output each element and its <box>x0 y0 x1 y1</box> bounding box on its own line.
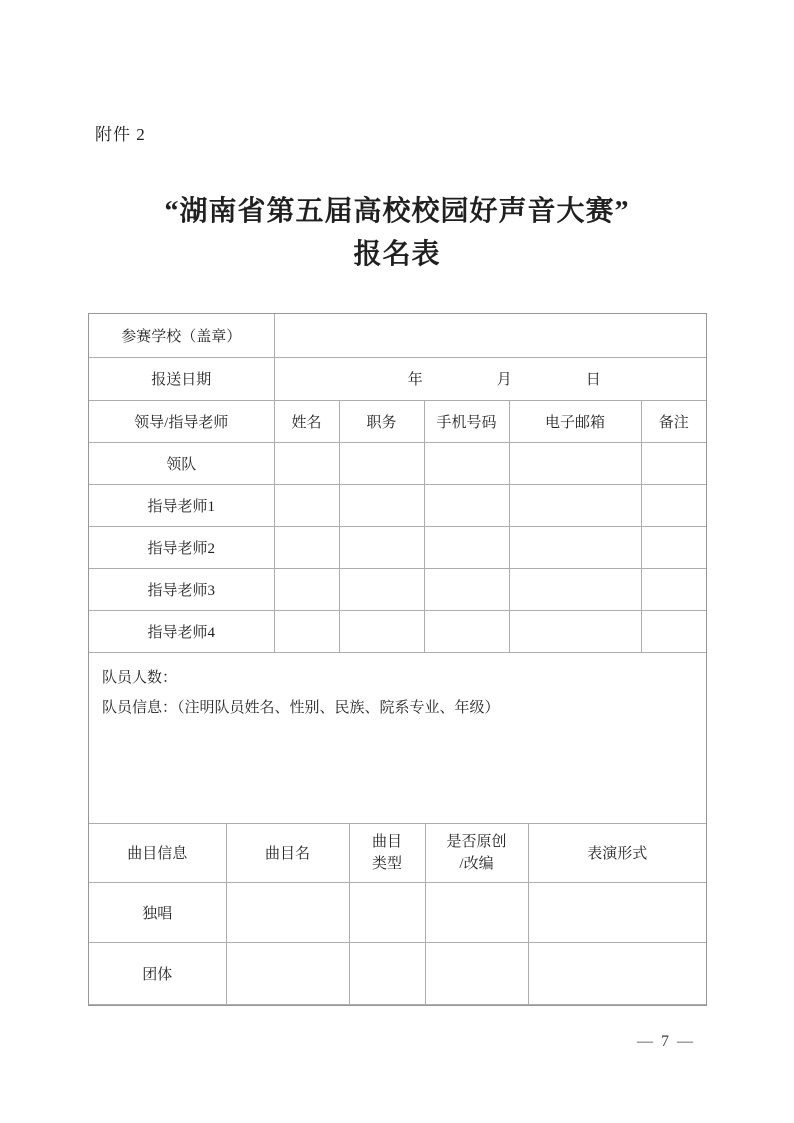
teacher2-row <box>89 526 706 568</box>
teacher4-row <box>89 610 706 652</box>
teacher1-row <box>89 484 706 526</box>
phone-cell <box>424 484 509 526</box>
songs-header-row <box>89 824 706 883</box>
phone-cell <box>424 442 509 484</box>
song-name-cell <box>226 943 349 1005</box>
email-cell <box>509 484 641 526</box>
original-adapted-cell <box>425 943 528 1005</box>
song-type-cell <box>349 883 425 943</box>
leaders-table <box>89 314 706 653</box>
col-header-performance-form: 表演形式 <box>528 824 706 883</box>
name-cell <box>274 442 339 484</box>
year-month-day <box>275 368 707 389</box>
school-label-cell: 参赛学校（盖章） <box>89 314 274 357</box>
document-title-line1: “湖南省第五届高校校园好声音大赛” <box>164 196 630 227</box>
row-label-teacher1: 指导老师1 <box>89 484 274 526</box>
day-label: 日 <box>585 372 601 388</box>
row-label-teacher2: 指导老师2 <box>89 526 274 568</box>
remarks-cell <box>641 484 706 526</box>
month-label: 月 <box>496 372 512 388</box>
remarks-cell <box>641 442 706 484</box>
position-cell <box>339 526 424 568</box>
members-count-label: 队员人数： <box>102 669 178 686</box>
col-header-remarks: 备注 <box>641 400 706 442</box>
remarks-cell <box>641 526 706 568</box>
row-label-solo: 独唱 <box>89 883 226 943</box>
document-title-line2: 报名表 <box>353 239 441 270</box>
email-cell <box>509 568 641 610</box>
position-cell <box>339 442 424 484</box>
year-label: 年 <box>407 372 423 388</box>
remarks-cell <box>641 610 706 652</box>
group-row <box>89 943 706 1005</box>
performance-form-cell <box>528 943 706 1005</box>
email-cell <box>509 610 641 652</box>
col-header-name: 姓名 <box>274 400 339 442</box>
school-row <box>89 314 706 357</box>
leaders-header-row <box>89 400 706 442</box>
members-info-label: 队员信息：（注明队员姓名、性别、民族、院系专业、年级） <box>102 699 500 716</box>
school-value-cell <box>274 314 706 357</box>
song-type-cell <box>349 943 425 1005</box>
solo-row <box>89 883 706 943</box>
position-cell <box>339 610 424 652</box>
email-cell <box>509 442 641 484</box>
performance-form-cell <box>528 883 706 943</box>
attachment-label: 附件 2 <box>95 125 146 144</box>
col-header-song-type: 曲目 类型 <box>349 824 425 883</box>
col-header-email: 电子邮箱 <box>509 400 641 442</box>
email-cell <box>509 526 641 568</box>
registration-form-table <box>88 313 707 1006</box>
name-cell <box>274 526 339 568</box>
songs-header-label-cell: 曲目信息 <box>89 824 226 883</box>
col-header-original-adapted: 是否原创 /改编 <box>425 824 528 883</box>
row-label-teacher3: 指导老师3 <box>89 568 274 610</box>
row-label-group: 团体 <box>89 943 226 1005</box>
team-members-cell <box>89 653 706 824</box>
phone-cell <box>424 568 509 610</box>
col-header-phone: 手机号码 <box>424 400 509 442</box>
col-header-song-name: 曲目名 <box>226 824 349 883</box>
remarks-cell <box>641 568 706 610</box>
name-cell <box>274 484 339 526</box>
date-row <box>89 357 706 400</box>
page-number: — 7 — <box>637 1033 695 1050</box>
leaders-header-label-cell: 领导/指导老师 <box>89 400 274 442</box>
original-adapted-cell <box>425 883 528 943</box>
position-cell <box>339 568 424 610</box>
row-label-teacher4: 指导老师4 <box>89 610 274 652</box>
phone-cell <box>424 526 509 568</box>
teacher3-row <box>89 568 706 610</box>
row-label-team-leader: 领队 <box>89 442 274 484</box>
team-leader-row <box>89 442 706 484</box>
col-header-position: 职务 <box>339 400 424 442</box>
song-name-cell <box>226 883 349 943</box>
name-cell <box>274 568 339 610</box>
phone-cell <box>424 610 509 652</box>
name-cell <box>274 610 339 652</box>
position-cell <box>339 484 424 526</box>
songs-table <box>89 824 706 1006</box>
document-title <box>0 190 794 276</box>
date-value-cell <box>274 357 706 400</box>
date-label-cell: 报送日期 <box>89 357 274 400</box>
